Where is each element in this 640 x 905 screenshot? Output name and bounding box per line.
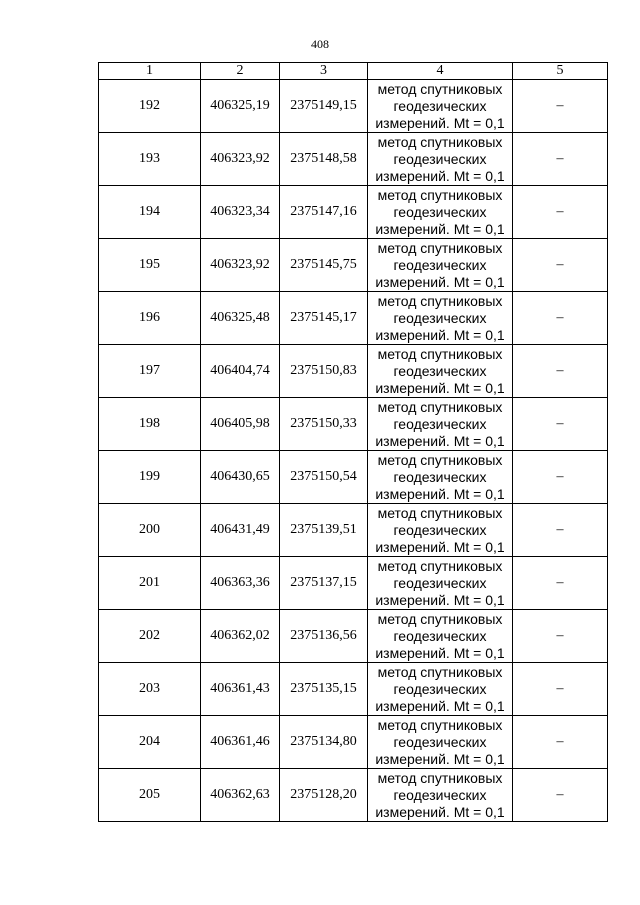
y-coordinate-cell: 2375147,16 xyxy=(280,186,368,239)
x-coordinate-cell: 406405,98 xyxy=(201,398,280,451)
point-number-cell: 204 xyxy=(99,716,201,769)
point-number-cell: 198 xyxy=(99,398,201,451)
method-line: измерений. Mt = 0,1 xyxy=(375,379,505,396)
method-line: измерений. Mt = 0,1 xyxy=(375,538,505,555)
table-row xyxy=(99,398,608,451)
note-cell: – xyxy=(513,186,608,239)
x-coordinate-cell: 406404,74 xyxy=(201,345,280,398)
point-number-cell: 195 xyxy=(99,239,201,292)
table-row xyxy=(99,663,608,716)
method-line: метод спутниковых xyxy=(377,186,503,203)
table-row xyxy=(99,716,608,769)
method-cell xyxy=(368,663,513,716)
y-coordinate-cell: 2375135,15 xyxy=(280,663,368,716)
method-cell xyxy=(368,610,513,663)
point-number-cell: 202 xyxy=(99,610,201,663)
method-cell xyxy=(368,133,513,186)
y-coordinate-cell: 2375145,75 xyxy=(280,239,368,292)
method-line: метод спутниковых xyxy=(377,451,503,468)
method-line: метод спутниковых xyxy=(377,610,503,627)
x-coordinate-cell: 406431,49 xyxy=(201,504,280,557)
table-row xyxy=(99,610,608,663)
method-cell xyxy=(368,557,513,610)
method-line: измерений. Mt = 0,1 xyxy=(375,432,505,449)
x-coordinate-cell: 406362,02 xyxy=(201,610,280,663)
method-line: измерений. Mt = 0,1 xyxy=(375,644,505,661)
note-cell: – xyxy=(513,133,608,186)
method-line: измерений. Mt = 0,1 xyxy=(375,697,505,714)
x-coordinate-cell: 406361,43 xyxy=(201,663,280,716)
column-header: 5 xyxy=(513,63,608,80)
table-row xyxy=(99,769,608,822)
point-number-cell: 201 xyxy=(99,557,201,610)
method-line: измерений. Mt = 0,1 xyxy=(375,750,505,767)
note-cell: – xyxy=(513,80,608,133)
header-row xyxy=(99,63,608,80)
table-row xyxy=(99,133,608,186)
point-number-cell: 197 xyxy=(99,345,201,398)
note-cell: – xyxy=(513,398,608,451)
method-cell xyxy=(368,239,513,292)
y-coordinate-cell: 2375150,33 xyxy=(280,398,368,451)
method-line: геодезических xyxy=(393,256,487,273)
x-coordinate-cell: 406325,48 xyxy=(201,292,280,345)
method-line: геодезических xyxy=(393,362,487,379)
method-line: метод спутниковых xyxy=(377,239,503,256)
note-cell: – xyxy=(513,557,608,610)
point-number-cell: 199 xyxy=(99,451,201,504)
method-cell xyxy=(368,716,513,769)
method-line: измерений. Mt = 0,1 xyxy=(375,220,505,237)
y-coordinate-cell: 2375137,15 xyxy=(280,557,368,610)
method-cell xyxy=(368,345,513,398)
x-coordinate-cell: 406323,92 xyxy=(201,133,280,186)
method-line: метод спутниковых xyxy=(377,663,503,680)
method-cell xyxy=(368,186,513,239)
note-cell: – xyxy=(513,239,608,292)
y-coordinate-cell: 2375145,17 xyxy=(280,292,368,345)
method-line: метод спутниковых xyxy=(377,557,503,574)
table-row xyxy=(99,292,608,345)
table-body xyxy=(99,80,608,822)
y-coordinate-cell: 2375149,15 xyxy=(280,80,368,133)
method-line: геодезических xyxy=(393,309,487,326)
x-coordinate-cell: 406323,34 xyxy=(201,186,280,239)
method-cell xyxy=(368,769,513,822)
method-line: геодезических xyxy=(393,786,487,803)
x-coordinate-cell: 406430,65 xyxy=(201,451,280,504)
y-coordinate-cell: 2375150,54 xyxy=(280,451,368,504)
column-header: 1 xyxy=(99,63,201,80)
note-cell: – xyxy=(513,451,608,504)
table-row xyxy=(99,451,608,504)
method-line: измерений. Mt = 0,1 xyxy=(375,273,505,290)
method-line: измерений. Mt = 0,1 xyxy=(375,591,505,608)
column-header: 4 xyxy=(368,63,513,80)
method-line: метод спутниковых xyxy=(377,292,503,309)
method-line: геодезических xyxy=(393,468,487,485)
method-line: измерений. Mt = 0,1 xyxy=(375,803,505,820)
method-line: измерений. Mt = 0,1 xyxy=(375,114,505,131)
method-line: геодезических xyxy=(393,521,487,538)
method-line: метод спутниковых xyxy=(377,504,503,521)
method-line: геодезических xyxy=(393,627,487,644)
coordinates-table xyxy=(98,62,608,822)
y-coordinate-cell: 2375136,56 xyxy=(280,610,368,663)
point-number-cell: 196 xyxy=(99,292,201,345)
method-line: метод спутниковых xyxy=(377,133,503,150)
x-coordinate-cell: 406323,92 xyxy=(201,239,280,292)
note-cell: – xyxy=(513,345,608,398)
y-coordinate-cell: 2375139,51 xyxy=(280,504,368,557)
point-number-cell: 192 xyxy=(99,80,201,133)
column-header: 2 xyxy=(201,63,280,80)
table-row xyxy=(99,186,608,239)
point-number-cell: 205 xyxy=(99,769,201,822)
point-number-cell: 193 xyxy=(99,133,201,186)
y-coordinate-cell: 2375128,20 xyxy=(280,769,368,822)
point-number-cell: 194 xyxy=(99,186,201,239)
method-line: геодезических xyxy=(393,203,487,220)
method-line: геодезических xyxy=(393,415,487,432)
method-line: метод спутниковых xyxy=(377,769,503,786)
x-coordinate-cell: 406325,19 xyxy=(201,80,280,133)
y-coordinate-cell: 2375150,83 xyxy=(280,345,368,398)
method-line: геодезических xyxy=(393,680,487,697)
note-cell: – xyxy=(513,292,608,345)
point-number-cell: 203 xyxy=(99,663,201,716)
method-cell xyxy=(368,398,513,451)
method-line: геодезических xyxy=(393,97,487,114)
column-header: 3 xyxy=(280,63,368,80)
note-cell: – xyxy=(513,716,608,769)
method-line: метод спутниковых xyxy=(377,716,503,733)
x-coordinate-cell: 406363,36 xyxy=(201,557,280,610)
method-line: измерений. Mt = 0,1 xyxy=(375,167,505,184)
table-row xyxy=(99,239,608,292)
method-line: измерений. Mt = 0,1 xyxy=(375,485,505,502)
note-cell: – xyxy=(513,610,608,663)
y-coordinate-cell: 2375148,58 xyxy=(280,133,368,186)
note-cell: – xyxy=(513,769,608,822)
method-line: метод спутниковых xyxy=(377,398,503,415)
x-coordinate-cell: 406362,63 xyxy=(201,769,280,822)
y-coordinate-cell: 2375134,80 xyxy=(280,716,368,769)
point-number-cell: 200 xyxy=(99,504,201,557)
table-row xyxy=(99,557,608,610)
x-coordinate-cell: 406361,46 xyxy=(201,716,280,769)
table-row xyxy=(99,504,608,557)
method-line: измерений. Mt = 0,1 xyxy=(375,326,505,343)
page-number: 408 xyxy=(311,37,329,51)
method-cell xyxy=(368,80,513,133)
table-row xyxy=(99,80,608,133)
method-line: геодезических xyxy=(393,150,487,167)
method-line: геодезических xyxy=(393,733,487,750)
table-row xyxy=(99,345,608,398)
note-cell: – xyxy=(513,663,608,716)
method-line: метод спутниковых xyxy=(377,345,503,362)
method-cell xyxy=(368,292,513,345)
method-cell xyxy=(368,504,513,557)
method-cell xyxy=(368,451,513,504)
note-cell: – xyxy=(513,504,608,557)
method-line: геодезических xyxy=(393,574,487,591)
method-line: метод спутниковых xyxy=(377,80,503,97)
